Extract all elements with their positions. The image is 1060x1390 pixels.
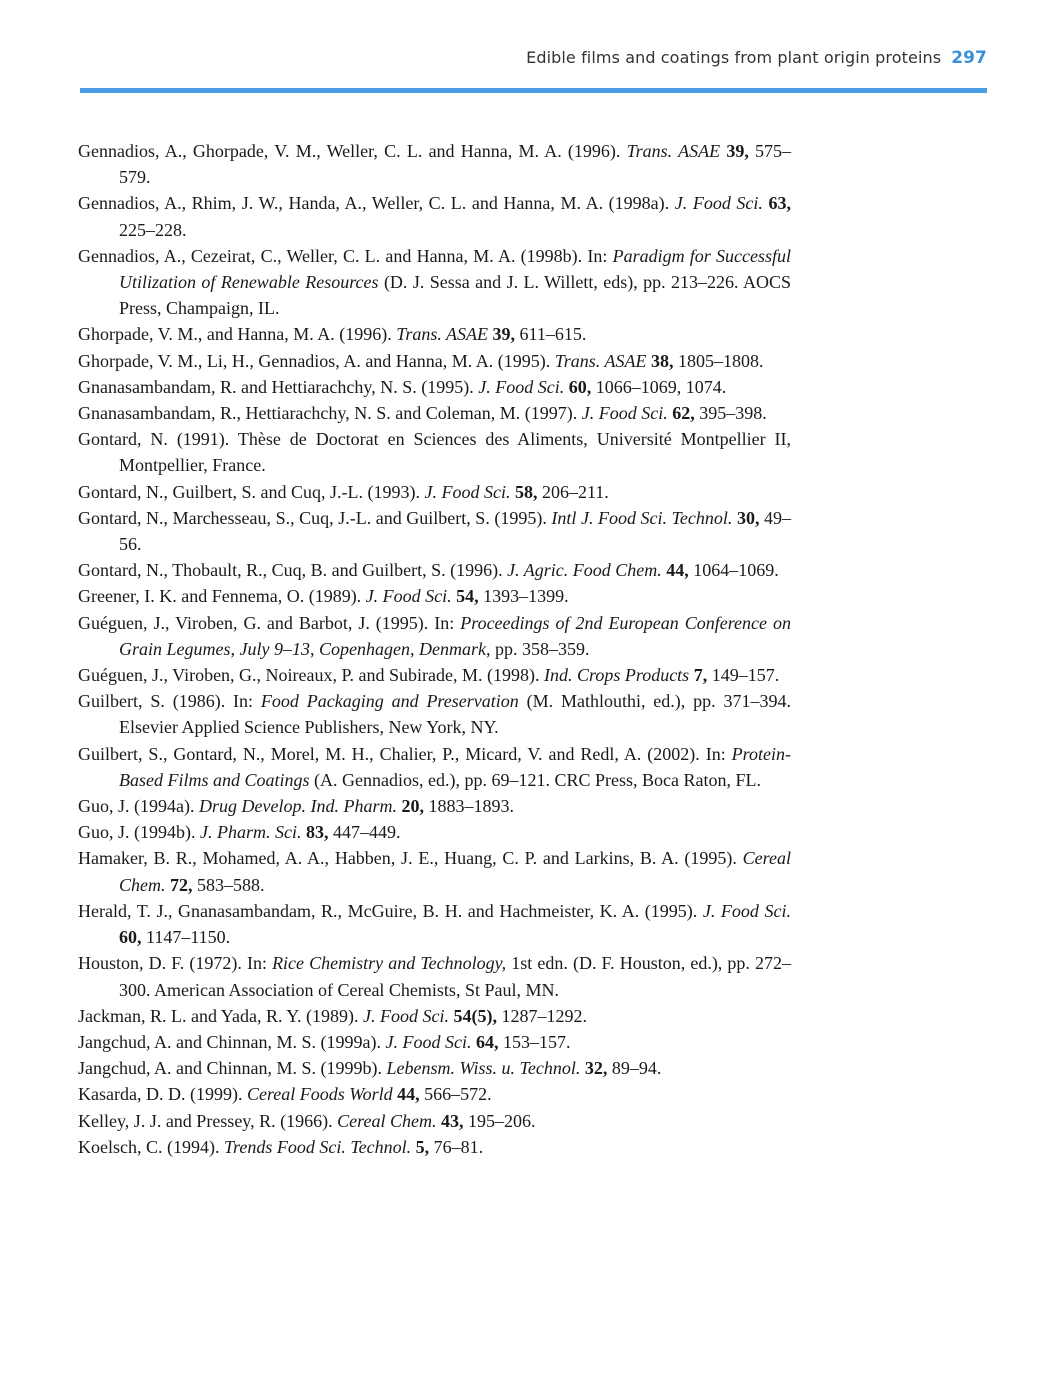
reference-text: Koelsch, C. (1994). bbox=[78, 1136, 224, 1157]
reference-text: Guo, J. (1994a). bbox=[78, 796, 199, 817]
reference-text: (D. J. Sessa and J. L. Willett, eds), pp. 213–226. AOCS Press, Champaign, IL. bbox=[119, 272, 791, 319]
reference-volume: 38, bbox=[650, 350, 674, 371]
reference-volume: 60, bbox=[568, 376, 592, 397]
reference-text: Guilbert, S., Gontard, N., Morel, M. H., Chalier, P., Micard, V. and Redl, A. (2002). In: bbox=[78, 743, 732, 764]
reference-text: Gnanasambandam, R., Hettiarachchy, N. S. and Coleman, M. (1997). bbox=[78, 403, 582, 424]
reference-journal: J. Food Sci. bbox=[385, 1031, 472, 1052]
reference-text: 89–94. bbox=[607, 1058, 662, 1079]
reference-text: Ghorpade, V. M., Li, H., Gennadios, A. and Hanna, M. A. (1995). bbox=[78, 350, 555, 371]
reference-volume: 72, bbox=[170, 874, 193, 895]
reference-volume: 83, bbox=[305, 822, 329, 843]
reference-journal: Cereal Chem. bbox=[119, 848, 791, 895]
reference-text: Guilbert, S. (1986). In: bbox=[78, 691, 261, 712]
reference-entry bbox=[78, 348, 791, 374]
reference-text: 1393–1399. bbox=[478, 586, 569, 607]
reference-volume: 44, bbox=[397, 1084, 420, 1105]
reference-journal: Trans. ASAE bbox=[626, 141, 721, 161]
reference-text: Hamaker, B. R., Mohamed, A. A., Habben, J. E., Huang, C. P. and Larkins, B. A. (1995). bbox=[78, 848, 743, 869]
header-rule bbox=[80, 88, 987, 93]
reference-text: Gennadios, A., Rhim, J. W., Handa, A., Weller, C. L. and Hanna, M. A. (1998a). bbox=[78, 193, 675, 214]
reference-text: Gontard, N., Thobault, R., Cuq, B. and Guilbert, S. (1996). bbox=[78, 560, 508, 581]
reference-text: Guo, J. (1994b). bbox=[78, 822, 200, 843]
reference-text: 49–56. bbox=[119, 507, 792, 555]
reference-entry bbox=[78, 898, 791, 950]
reference-volume: 7, bbox=[693, 665, 708, 686]
reference-journal: Food Packaging and Preservation bbox=[260, 691, 519, 712]
reference-entry bbox=[78, 243, 791, 322]
running-header bbox=[80, 48, 987, 68]
reference-text: 195–206. bbox=[463, 1110, 536, 1131]
reference-text: 1147–1150. bbox=[141, 927, 231, 948]
reference-text: Gontard, N., Guilbert, S. and Cuq, J.-L. (1993). bbox=[78, 481, 425, 502]
reference-journal: J. Food Sci. bbox=[581, 403, 668, 424]
reference-entry bbox=[78, 505, 791, 557]
reference-text: 395–398. bbox=[694, 403, 767, 424]
reference-volume: 39, bbox=[492, 324, 515, 345]
reference-text: Jangchud, A. and Chinnan, M. S. (1999b). bbox=[78, 1058, 387, 1079]
reference-journal: J. Food Sci. bbox=[365, 586, 452, 607]
reference-entry bbox=[78, 1003, 791, 1029]
reference-text: Herald, T. J., Gnanasambandam, R., McGuire, B. H. and Hachmeister, K. A. (1995). bbox=[78, 900, 703, 921]
reference-volume: 63, bbox=[768, 193, 791, 214]
page-number: 297 bbox=[951, 48, 987, 68]
reference-text: Greener, I. K. and Fennema, O. (1989). bbox=[78, 586, 366, 607]
reference-text: 1805–1808. bbox=[673, 350, 764, 371]
reference-journal: Protein-Based Films and Coatings bbox=[119, 743, 791, 790]
reference-volume: 5, bbox=[415, 1136, 430, 1157]
reference-text: Houston, D. F. (1972). In: bbox=[78, 953, 273, 974]
reference-journal: Proceedings of 2nd European Conference on Grain Legumes, July 9–13, Copenhagen, Denmark, bbox=[119, 612, 791, 659]
running-title: Edible films and coatings from plant origin proteins bbox=[526, 48, 942, 67]
reference-journal: J. Food Sci. bbox=[478, 376, 565, 397]
reference-text: 583–588. bbox=[192, 874, 265, 895]
reference-entry bbox=[78, 1108, 791, 1134]
reference-volume: 62, bbox=[672, 403, 695, 424]
reference-text: Gnanasambandam, R. and Hettiarachchy, N. S. (1995). bbox=[78, 376, 479, 397]
reference-volume: 30, bbox=[736, 507, 760, 528]
reference-text: Kelley, J. J. and Pressey, R. (1966). bbox=[78, 1110, 338, 1131]
reference-volume: 54, bbox=[456, 586, 479, 607]
reference-text: 447–449. bbox=[328, 822, 401, 843]
reference-text: Gennadios, A., Cezeirat, C., Weller, C. L. and Hanna, M. A. (1998b). In: bbox=[78, 245, 613, 266]
reference-text: 76–81. bbox=[429, 1136, 484, 1157]
reference-entry bbox=[78, 426, 791, 478]
reference-journal: J. Agric. Food Chem. bbox=[507, 560, 662, 581]
reference-journal: J. Food Sci. bbox=[674, 193, 763, 214]
reference-entry bbox=[78, 321, 791, 347]
reference-list bbox=[78, 138, 791, 1160]
reference-text: Guéguen, J., Viroben, G., Noireaux, P. and Subirade, M. (1998). bbox=[78, 665, 545, 686]
reference-entry bbox=[78, 190, 791, 242]
reference-text: Guéguen, J., Viroben, G. and Barbot, J. (1995). In: bbox=[78, 612, 461, 633]
reference-text: Gontard, N. (1991). Thèse de Doctorat en Sciences des Aliments, Université Montpellier II, Montpellier, France. bbox=[78, 429, 791, 476]
reference-entry bbox=[78, 610, 791, 662]
reference-text: 206–211. bbox=[537, 481, 609, 502]
reference-journal: Trans. ASAE bbox=[396, 324, 488, 345]
reference-text: 575–579. bbox=[119, 141, 792, 188]
reference-text: 225–228. bbox=[119, 219, 187, 240]
reference-journal: Cereal Chem. bbox=[337, 1110, 437, 1131]
reference-journal: J. Food Sci. bbox=[702, 900, 791, 921]
reference-entry bbox=[78, 741, 791, 793]
reference-volume: 54(5), bbox=[453, 1005, 497, 1026]
reference-text: pp. 358–359. bbox=[490, 638, 590, 659]
reference-volume: 32, bbox=[584, 1058, 608, 1079]
reference-volume: 58, bbox=[514, 481, 538, 502]
reference-journal: Ind. Crops Products bbox=[544, 665, 690, 686]
reference-journal: Trans. ASAE bbox=[554, 350, 647, 371]
reference-text: (M. Mathlouthi, ed.), pp. 371–394. Elsevier Applied Science Publishers, New York, NY. bbox=[119, 691, 792, 738]
reference-journal: J. Food Sci. bbox=[424, 481, 511, 502]
reference-volume: 39, bbox=[726, 141, 749, 161]
reference-entry bbox=[78, 662, 791, 688]
reference-entry bbox=[78, 479, 791, 505]
reference-text: Gennadios, A., Ghorpade, V. M., Weller, C. L. and Hanna, M. A. (1996). bbox=[78, 141, 627, 161]
reference-entry bbox=[78, 1055, 791, 1081]
reference-entry bbox=[78, 819, 791, 845]
reference-text: Jackman, R. L. and Yada, R. Y. (1989). bbox=[78, 1005, 363, 1026]
reference-volume: 43, bbox=[440, 1110, 464, 1131]
reference-journal: Paradigm for Successful Utilization of Renewable Resources bbox=[119, 245, 791, 293]
reference-entry bbox=[78, 1134, 791, 1160]
reference-volume: 44, bbox=[666, 560, 689, 581]
reference-text: 611–615. bbox=[514, 324, 587, 345]
reference-text: Jangchud, A. and Chinnan, M. S. (1999a). bbox=[78, 1031, 386, 1052]
reference-text: 566–572. bbox=[419, 1084, 492, 1105]
reference-text: Gontard, N., Marchesseau, S., Cuq, J.-L. and Guilbert, S. (1995). bbox=[78, 507, 552, 528]
reference-journal: Trends Food Sci. Technol. bbox=[223, 1136, 412, 1157]
reference-journal: Cereal Foods World bbox=[246, 1084, 393, 1105]
reference-journal: Lebensm. Wiss. u. Technol. bbox=[386, 1058, 581, 1079]
reference-entry bbox=[78, 374, 791, 400]
reference-text: 153–157. bbox=[498, 1031, 571, 1052]
reference-journal: Rice Chemistry and Technology, bbox=[272, 953, 507, 974]
reference-entry bbox=[78, 583, 791, 609]
reference-journal: J. Food Sci. bbox=[362, 1005, 449, 1026]
reference-volume: 64, bbox=[475, 1031, 499, 1052]
reference-volume: 60, bbox=[119, 927, 142, 948]
reference-journal: Drug Develop. Ind. Pharm. bbox=[198, 796, 397, 817]
reference-journal: Intl J. Food Sci. Technol. bbox=[551, 507, 733, 528]
reference-entry bbox=[78, 950, 791, 1002]
reference-entry bbox=[78, 138, 791, 190]
reference-entry bbox=[78, 400, 791, 426]
reference-text: Kasarda, D. D. (1999). bbox=[78, 1084, 247, 1105]
reference-entry bbox=[78, 688, 791, 740]
reference-journal: J. Pharm. Sci. bbox=[200, 822, 302, 843]
reference-text: 1st edn. (D. F. Houston, ed.), pp. 272–300. American Association of Cereal Chemists, St Paul, MN. bbox=[119, 953, 792, 1000]
reference-text: 1064–1069. bbox=[688, 560, 779, 581]
reference-text: Ghorpade, V. M., and Hanna, M. A. (1996). bbox=[78, 324, 397, 345]
reference-text: 1066–1069, 1074. bbox=[591, 376, 727, 397]
reference-entry bbox=[78, 557, 791, 583]
reference-text: 1883–1893. bbox=[423, 796, 514, 817]
reference-entry bbox=[78, 1029, 791, 1055]
reference-volume: 20, bbox=[401, 796, 424, 817]
reference-entry bbox=[78, 845, 791, 897]
reference-text: 1287–1292. bbox=[496, 1005, 587, 1026]
reference-text: 149–157. bbox=[707, 665, 780, 686]
reference-text: (A. Gennadios, ed.), pp. 69–121. CRC Press, Boca Raton, FL. bbox=[309, 769, 761, 790]
reference-entry bbox=[78, 793, 791, 819]
reference-entry bbox=[78, 1081, 791, 1107]
